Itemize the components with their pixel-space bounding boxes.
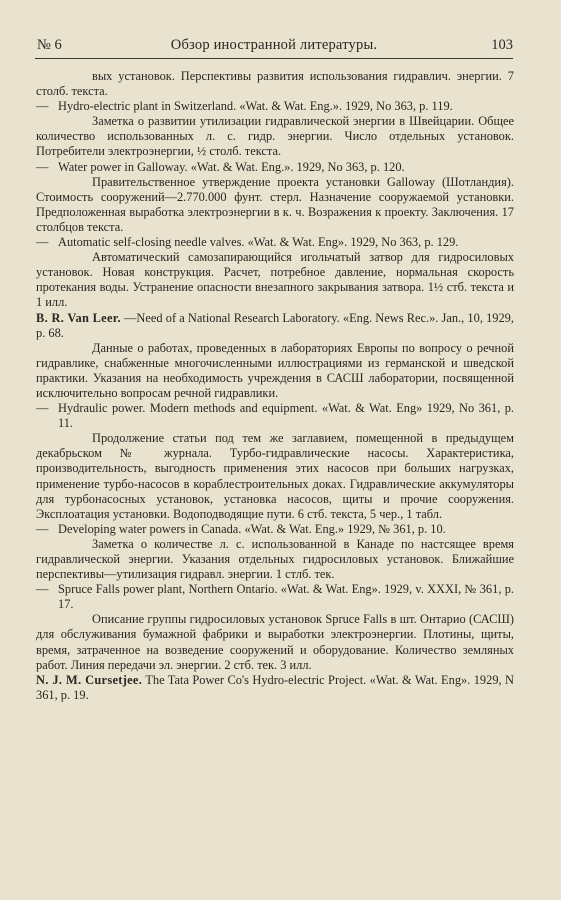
reference-text: —Need of a National Research Laboratory. «Eng. News Rec.». Jan., 10, 1929, p. 68. — [36, 310, 514, 340]
entry-dash: — — [36, 99, 49, 114]
reference-text: Hydro-electric plant in Switzerland. «Wat. & Wat. Eng.». 1929, No 363, p. 119. — [58, 99, 453, 114]
reference-text: Spruce Falls power plant, Northern Ontario. «Wat. & Wat. Eng». 1929, v. XXXI, № 361, p. 17. — [58, 582, 514, 612]
page-header — [35, 36, 513, 59]
reference-entry — [36, 160, 514, 175]
reference-text: Water power in Galloway. «Wat. & Wat. Eng.». 1929, No 363, p. 120. — [58, 159, 405, 174]
author-entry — [36, 673, 514, 703]
issue-number: № 6 — [37, 37, 62, 53]
annotation-text: Продолжение статьи под тем же заглавием, помещенной в предыдущем декабрьском № журнала. Турбо-гидравлические насосы. Характеристика, производительность, выгодность применения этих насосов при больших нагрузках, применение турбо-насосов в кораблестроительных доках. Гидравлические аккумуляторы для турбонасосных установок, установка насосов, щиты и прочие сооружения. Эксплоатация установки. Водоподводящие пути. 6 стб. текста, 5 чер., 1 табл. — [36, 431, 514, 521]
entry-dash: — — [36, 235, 49, 250]
reference-text: The Tata Power Co's Hydro-electric Project. «Wat. & Wat. Eng». 1929, N 361, p. 19. — [36, 672, 514, 702]
reference-entry — [36, 522, 514, 537]
entry-dash: — — [36, 159, 49, 174]
annotation-text: Данные о работах, проведенных в лабораториях Европы по вопросу о речной гидравлике, снабженные многочисленными иллюстрациями из германской и шведской практики. Указания на необходимость учреждения в САСШ лаборатории, посвященной исключительно вопросам речной гидравлики. — [36, 340, 514, 400]
annotation-text: Автоматический самозапирающийся игольчатый затвор для гидросиловых установок. Новая конструкция. Расчет, потребное давление, нормальная скорость протекания воды. Устранение опасности внезапного закрывания затвора. 1½ стб. текста и 1 илл. — [36, 250, 514, 310]
annotation-text: Заметка о развитии утилизации гидравлической энергии в Швейцарии. Общее количество использованных л. с. гидр. энергии. Число отдельных установок. Потребители электроэнергии, ½ столб. текста. — [36, 114, 514, 159]
annotation-text: Заметка о количестве л. с. использованной в Канаде по настсящее время гидравлической энергии. Указания отдельных гидросиловых установок. Ближайшие перспективы—утилизация гидравл. энергии. 1 стлб. тек. — [36, 536, 514, 582]
annotation-text: вых установок. Перспективы развития использования гидравлич. энергии. 7 столб. текста. — [36, 69, 514, 99]
bibliography-list — [36, 69, 514, 703]
annotation-text: Описание группы гидросиловых установок Spruce Falls в шт. Онтарио (САСШ) для обслуживания бумажной фабрики и выработки электроэнергии. Плотины, щиты, время, затраченное на возведение сооружений и оборудование. Количество земляных работ. Линия передачи эл. энергии. 2 стб. тек. 3 илл. — [36, 612, 514, 672]
annotation-text: Правительственное утверждение проекта установки Galloway (Шотландия). Стоимость сооружений—2.770.000 фунт. стерл. Назначение сооружаемой установки. Предположенная выработка электроэнергии в к. ч. Возражения к проекту. Заключения. 17 столбцов текста. — [36, 174, 514, 234]
reference-text: Automatic self-closing needle valves. «Wat. & Wat. Eng». 1929, No 363, p. 129. — [58, 235, 459, 250]
reference-text: Hydraulic power. Modern methods and equipment. «Wat. & Wat. Eng» 1929, No 361, p. 11. — [58, 401, 514, 431]
author-name: B. R. Van Leer. — [36, 310, 121, 325]
running-title: Обзор иностранной литературы. — [170, 37, 378, 53]
reference-text: Developing water powers in Canada. «Wat. & Wat. Eng.» 1929, № 361, p. 10. — [58, 521, 446, 536]
reference-entry — [36, 235, 514, 250]
reference-entry — [36, 401, 514, 431]
reference-entry — [36, 582, 514, 612]
entry-dash: — — [36, 401, 49, 416]
entry-dash: — — [36, 521, 49, 536]
entry-dash: — — [36, 582, 49, 597]
reference-entry — [36, 99, 514, 114]
page-number: 103 — [491, 37, 513, 53]
author-name: N. J. M. Cursetjee. — [36, 672, 143, 687]
author-entry — [36, 311, 514, 341]
